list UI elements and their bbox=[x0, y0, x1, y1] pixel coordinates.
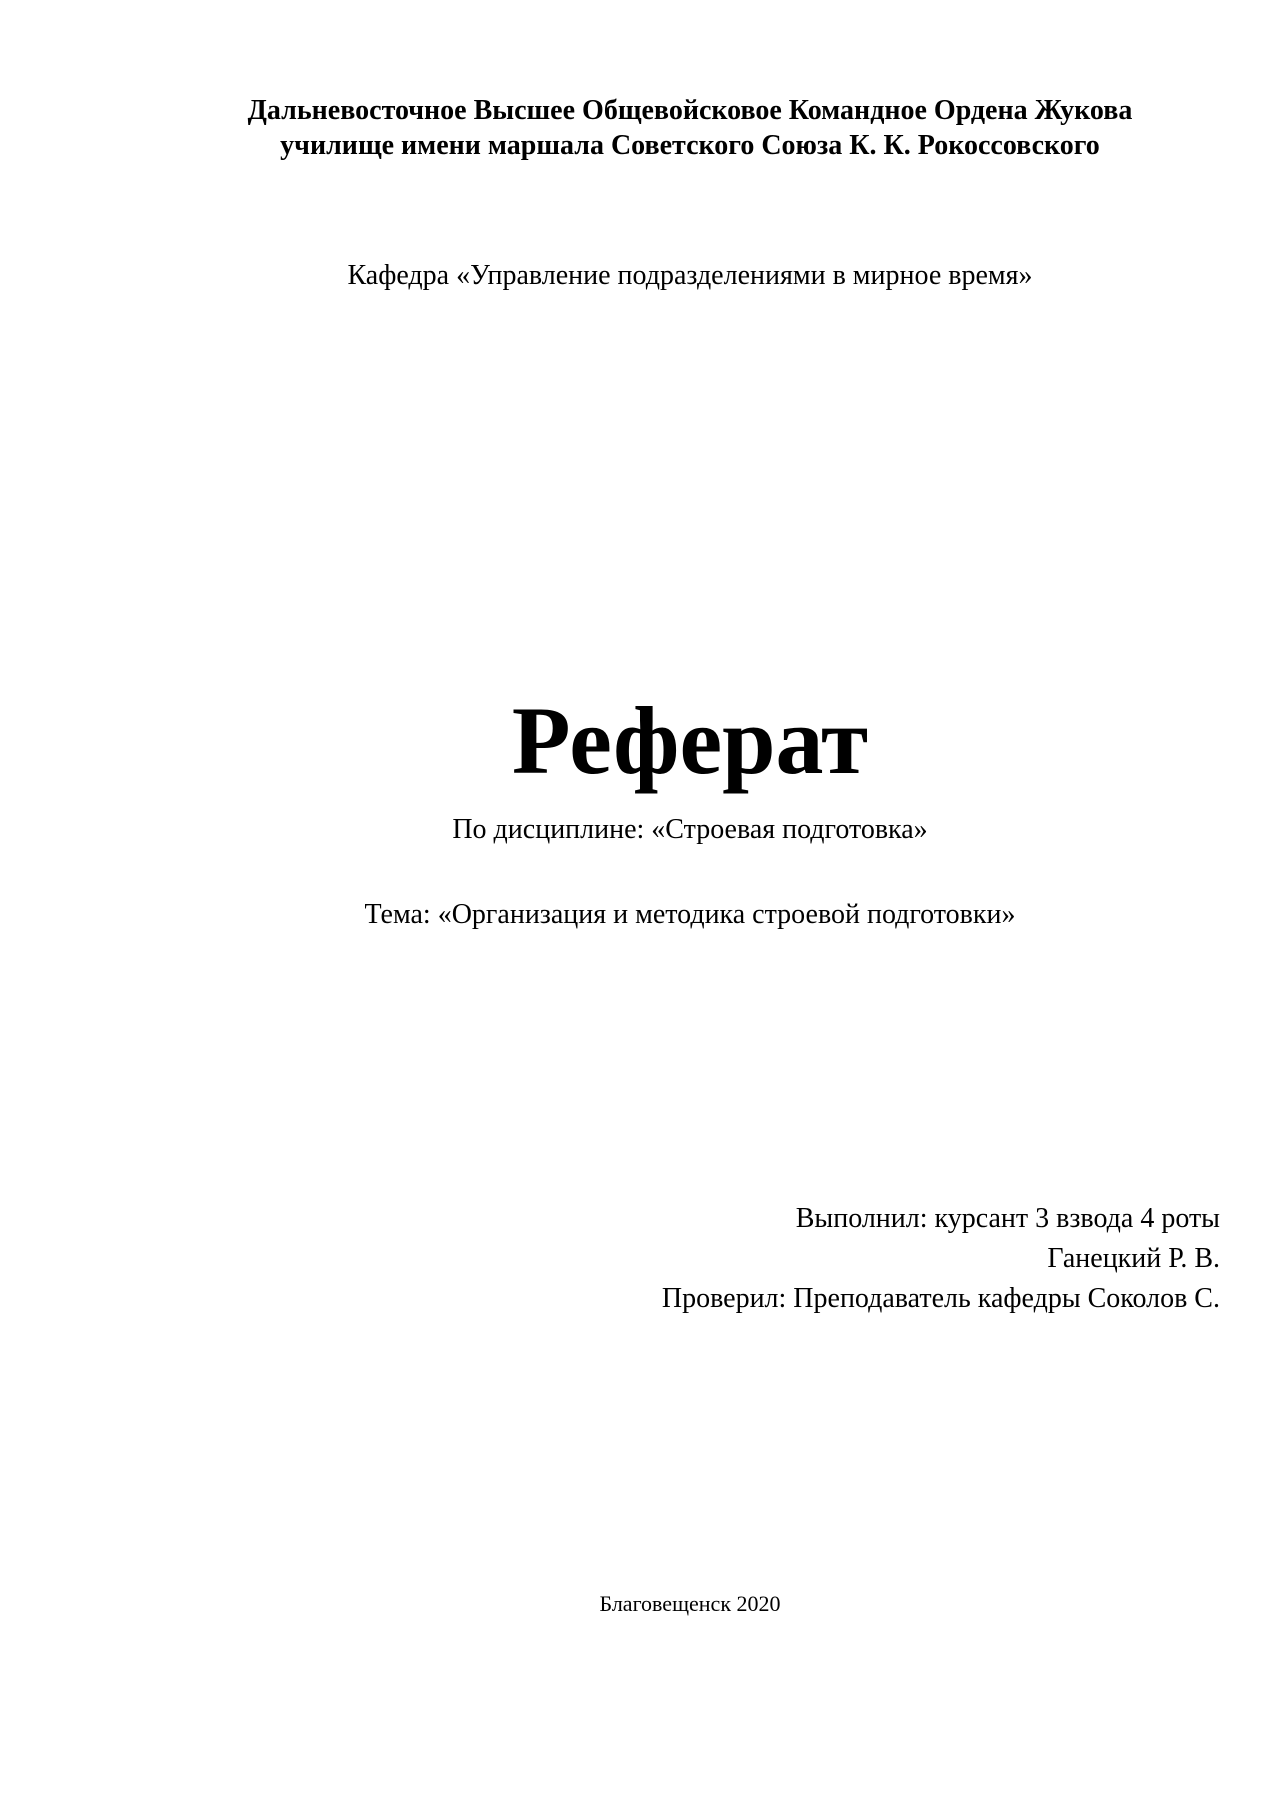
discipline-line: По дисциплине: «Строевая подготовка» bbox=[452, 814, 928, 845]
performed-by-line: Выполнил: курсант 3 взвода 4 роты bbox=[795, 1203, 1220, 1234]
signature-block bbox=[320, 1199, 1220, 1319]
institution-header bbox=[0, 93, 1280, 163]
department-name: Кафедра «Управление подразделениями в мирное время» bbox=[347, 260, 1033, 291]
checked-by-line: Проверил: Преподаватель кафедры Соколов С. bbox=[661, 1283, 1220, 1314]
institution-name-line-1: Дальневосточное Высшее Общевойсковое Командное Ордена Жукова bbox=[247, 95, 1133, 126]
city-year-footer: Благовещенск 2020 bbox=[599, 1591, 781, 1616]
document-title: Реферат bbox=[511, 687, 869, 794]
topic-line: Тема: «Организация и методика строевой подготовки» bbox=[364, 899, 1016, 930]
author-name-line: Ганецкий Р. В. bbox=[1047, 1243, 1220, 1274]
institution-name-line-2: училище имени маршала Советского Союза К. К. Рокоссовского bbox=[280, 130, 1100, 161]
